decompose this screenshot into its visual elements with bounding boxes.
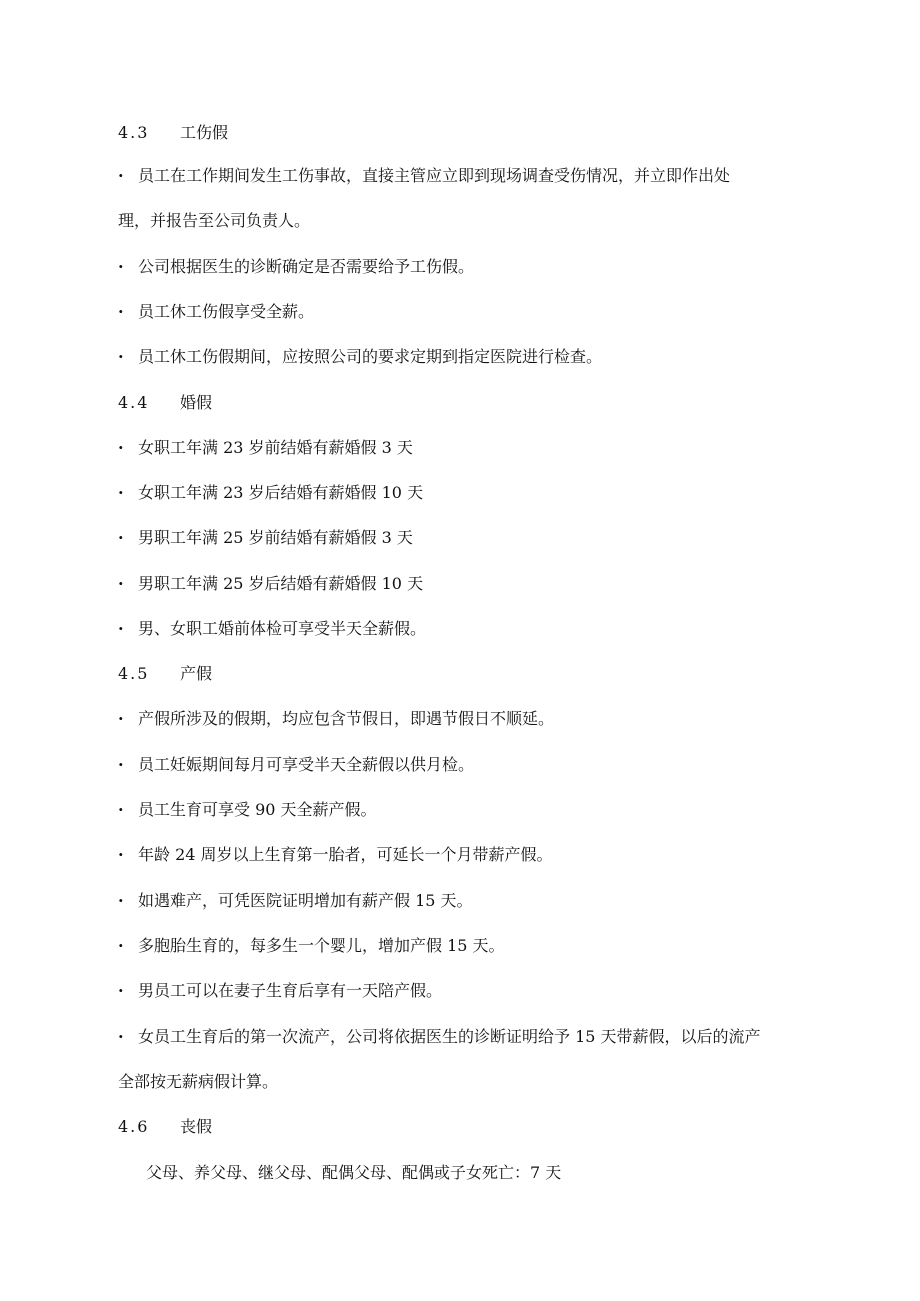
list-item-text: 男职工年满 25 岁前结婚有薪婚假 3 天 [138, 528, 413, 547]
list-item [118, 618, 426, 640]
bullet-icon: · [118, 800, 124, 819]
list-item-text: 员工妊娠期间每月可享受半天全薪假以供月检。 [138, 755, 475, 774]
list-item [118, 754, 474, 776]
list-item [118, 935, 505, 957]
list-item-text: 年龄 24 周岁以上生育第一胎者，可延长一个月带薪产假。 [138, 845, 553, 864]
section-heading-4-5 [118, 663, 212, 685]
list-item [118, 708, 554, 730]
list-item-text: 员工生育可享受 90 天全薪产假。 [138, 800, 377, 819]
section-heading-4-6 [118, 1116, 212, 1138]
list-item [118, 165, 730, 187]
bullet-icon: · [118, 257, 124, 276]
bullet-icon: · [118, 709, 124, 728]
section-title: 产假 [180, 664, 213, 683]
bullet-icon: · [118, 755, 124, 774]
list-item [118, 890, 473, 912]
section-number: 4.4 [118, 393, 150, 412]
bullet-icon: · [118, 166, 124, 185]
list-item-text: 员工休工伤假享受全薪。 [138, 302, 315, 321]
section-number: 4.5 [118, 664, 150, 683]
section-number: 4.6 [118, 1117, 150, 1136]
list-item-text: 员工休工伤假期间，应按照公司的要求定期到指定医院进行检查。 [138, 347, 603, 366]
list-item-text: 员工在工作期间发生工伤事故，直接主管应立即到现场调查受伤情况，并立即作出处 [138, 166, 731, 185]
bullet-icon: · [118, 981, 124, 1000]
list-item-text: 公司根据医生的诊断确定是否需要给予工伤假。 [138, 257, 475, 276]
list-item [118, 256, 474, 278]
list-item-continuation: 全部按无薪病假计算。 [118, 1072, 279, 1091]
bullet-icon: · [118, 845, 124, 864]
bullet-icon: · [118, 891, 124, 910]
section-heading-4-4 [118, 392, 212, 414]
list-item-continuation: 理，并报告至公司负责人。 [118, 211, 311, 230]
list-item [118, 527, 413, 549]
list-item [118, 437, 413, 459]
bullet-icon: · [118, 347, 124, 366]
list-item [118, 799, 377, 821]
section-title: 工伤假 [180, 123, 229, 142]
bullet-icon: · [118, 1027, 124, 1046]
section-title: 婚假 [180, 393, 213, 412]
bullet-icon: · [118, 438, 124, 457]
list-item-text: 女职工年满 23 岁前结婚有薪婚假 3 天 [138, 438, 413, 457]
list-item-text: 多胞胎生育的，每多生一个婴儿，增加产假 15 天。 [138, 936, 505, 955]
bullet-icon: · [118, 483, 124, 502]
paragraph: 父母、养父母、继父母、配偶父母、配偶或子女死亡：7 天 [146, 1163, 562, 1182]
list-item-text: 男、女职工婚前体检可享受半天全薪假。 [138, 619, 427, 638]
section-title: 丧假 [180, 1117, 213, 1136]
section-heading-4-3 [118, 122, 228, 144]
list-item-text: 产假所涉及的假期，均应包含节假日，即遇节假日不顺延。 [138, 709, 555, 728]
list-item-text: 女员工生育后的第一次流产，公司将依据医生的诊断证明给予 15 天带薪假，以后的流产 [138, 1027, 761, 1046]
list-item [118, 980, 442, 1002]
list-item-text: 女职工年满 23 岁后结婚有薪婚假 10 天 [138, 483, 424, 502]
list-item [118, 346, 602, 368]
list-item-text: 男职工年满 25 岁后结婚有薪婚假 10 天 [138, 574, 424, 593]
list-item [118, 1026, 761, 1048]
bullet-icon: · [118, 302, 124, 321]
section-number: 4.3 [118, 123, 150, 142]
bullet-icon: · [118, 574, 124, 593]
list-item-text: 如遇难产，可凭医院证明增加有薪产假 15 天。 [138, 891, 473, 910]
list-item [118, 301, 314, 323]
list-item-text: 男员工可以在妻子生育后享有一天陪产假。 [138, 981, 443, 1000]
bullet-icon: · [118, 936, 124, 955]
bullet-icon: · [118, 528, 124, 547]
bullet-icon: · [118, 619, 124, 638]
list-item [118, 844, 553, 866]
list-item [118, 573, 423, 595]
list-item [118, 482, 423, 504]
